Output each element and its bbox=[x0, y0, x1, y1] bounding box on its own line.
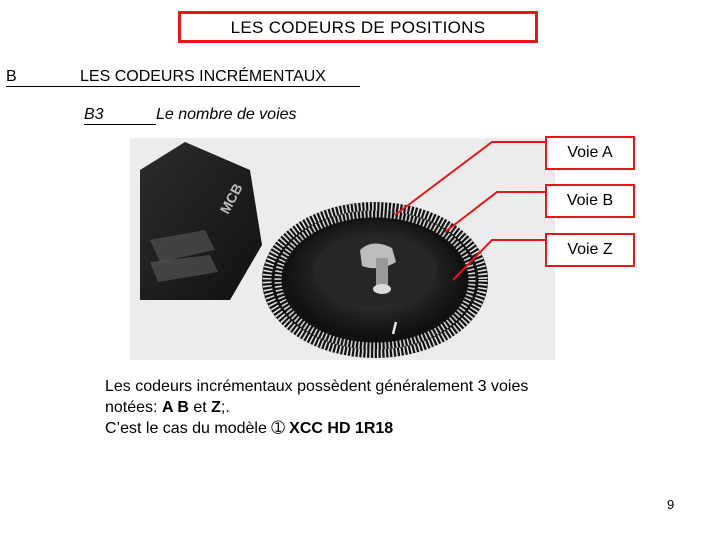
model-reference: XCC HD 1R18 bbox=[289, 420, 394, 437]
page-number: 9 bbox=[667, 497, 675, 512]
body-line-3: C’est le cas du modèle ➀ XCC HD 1R18 bbox=[105, 420, 394, 437]
voies-ab: A B bbox=[161, 399, 189, 416]
subsection-code: B3 bbox=[84, 106, 156, 125]
circled-one-icon: ➀ bbox=[271, 420, 285, 437]
slide-title-text: LES CODEURS DE POSITIONS bbox=[230, 18, 486, 37]
body-line-2: notées: A B et Z;. bbox=[105, 399, 230, 416]
section-letter: B bbox=[6, 68, 80, 87]
mcb-logo: MCB bbox=[216, 180, 246, 217]
label-voie-b: Voie B bbox=[545, 184, 635, 218]
body-paragraph bbox=[105, 376, 528, 439]
label-voie-z: Voie Z bbox=[545, 233, 635, 267]
subsection-title: Le nombre de voies bbox=[156, 106, 297, 123]
label-voie-a: Voie A bbox=[545, 136, 635, 170]
body-line-1: Les codeurs incrémentaux possèdent généralement 3 voies bbox=[105, 378, 529, 395]
voie-z: Z bbox=[211, 399, 221, 416]
section-title: LES CODEURS INCRÉMENTAUX bbox=[80, 68, 360, 87]
